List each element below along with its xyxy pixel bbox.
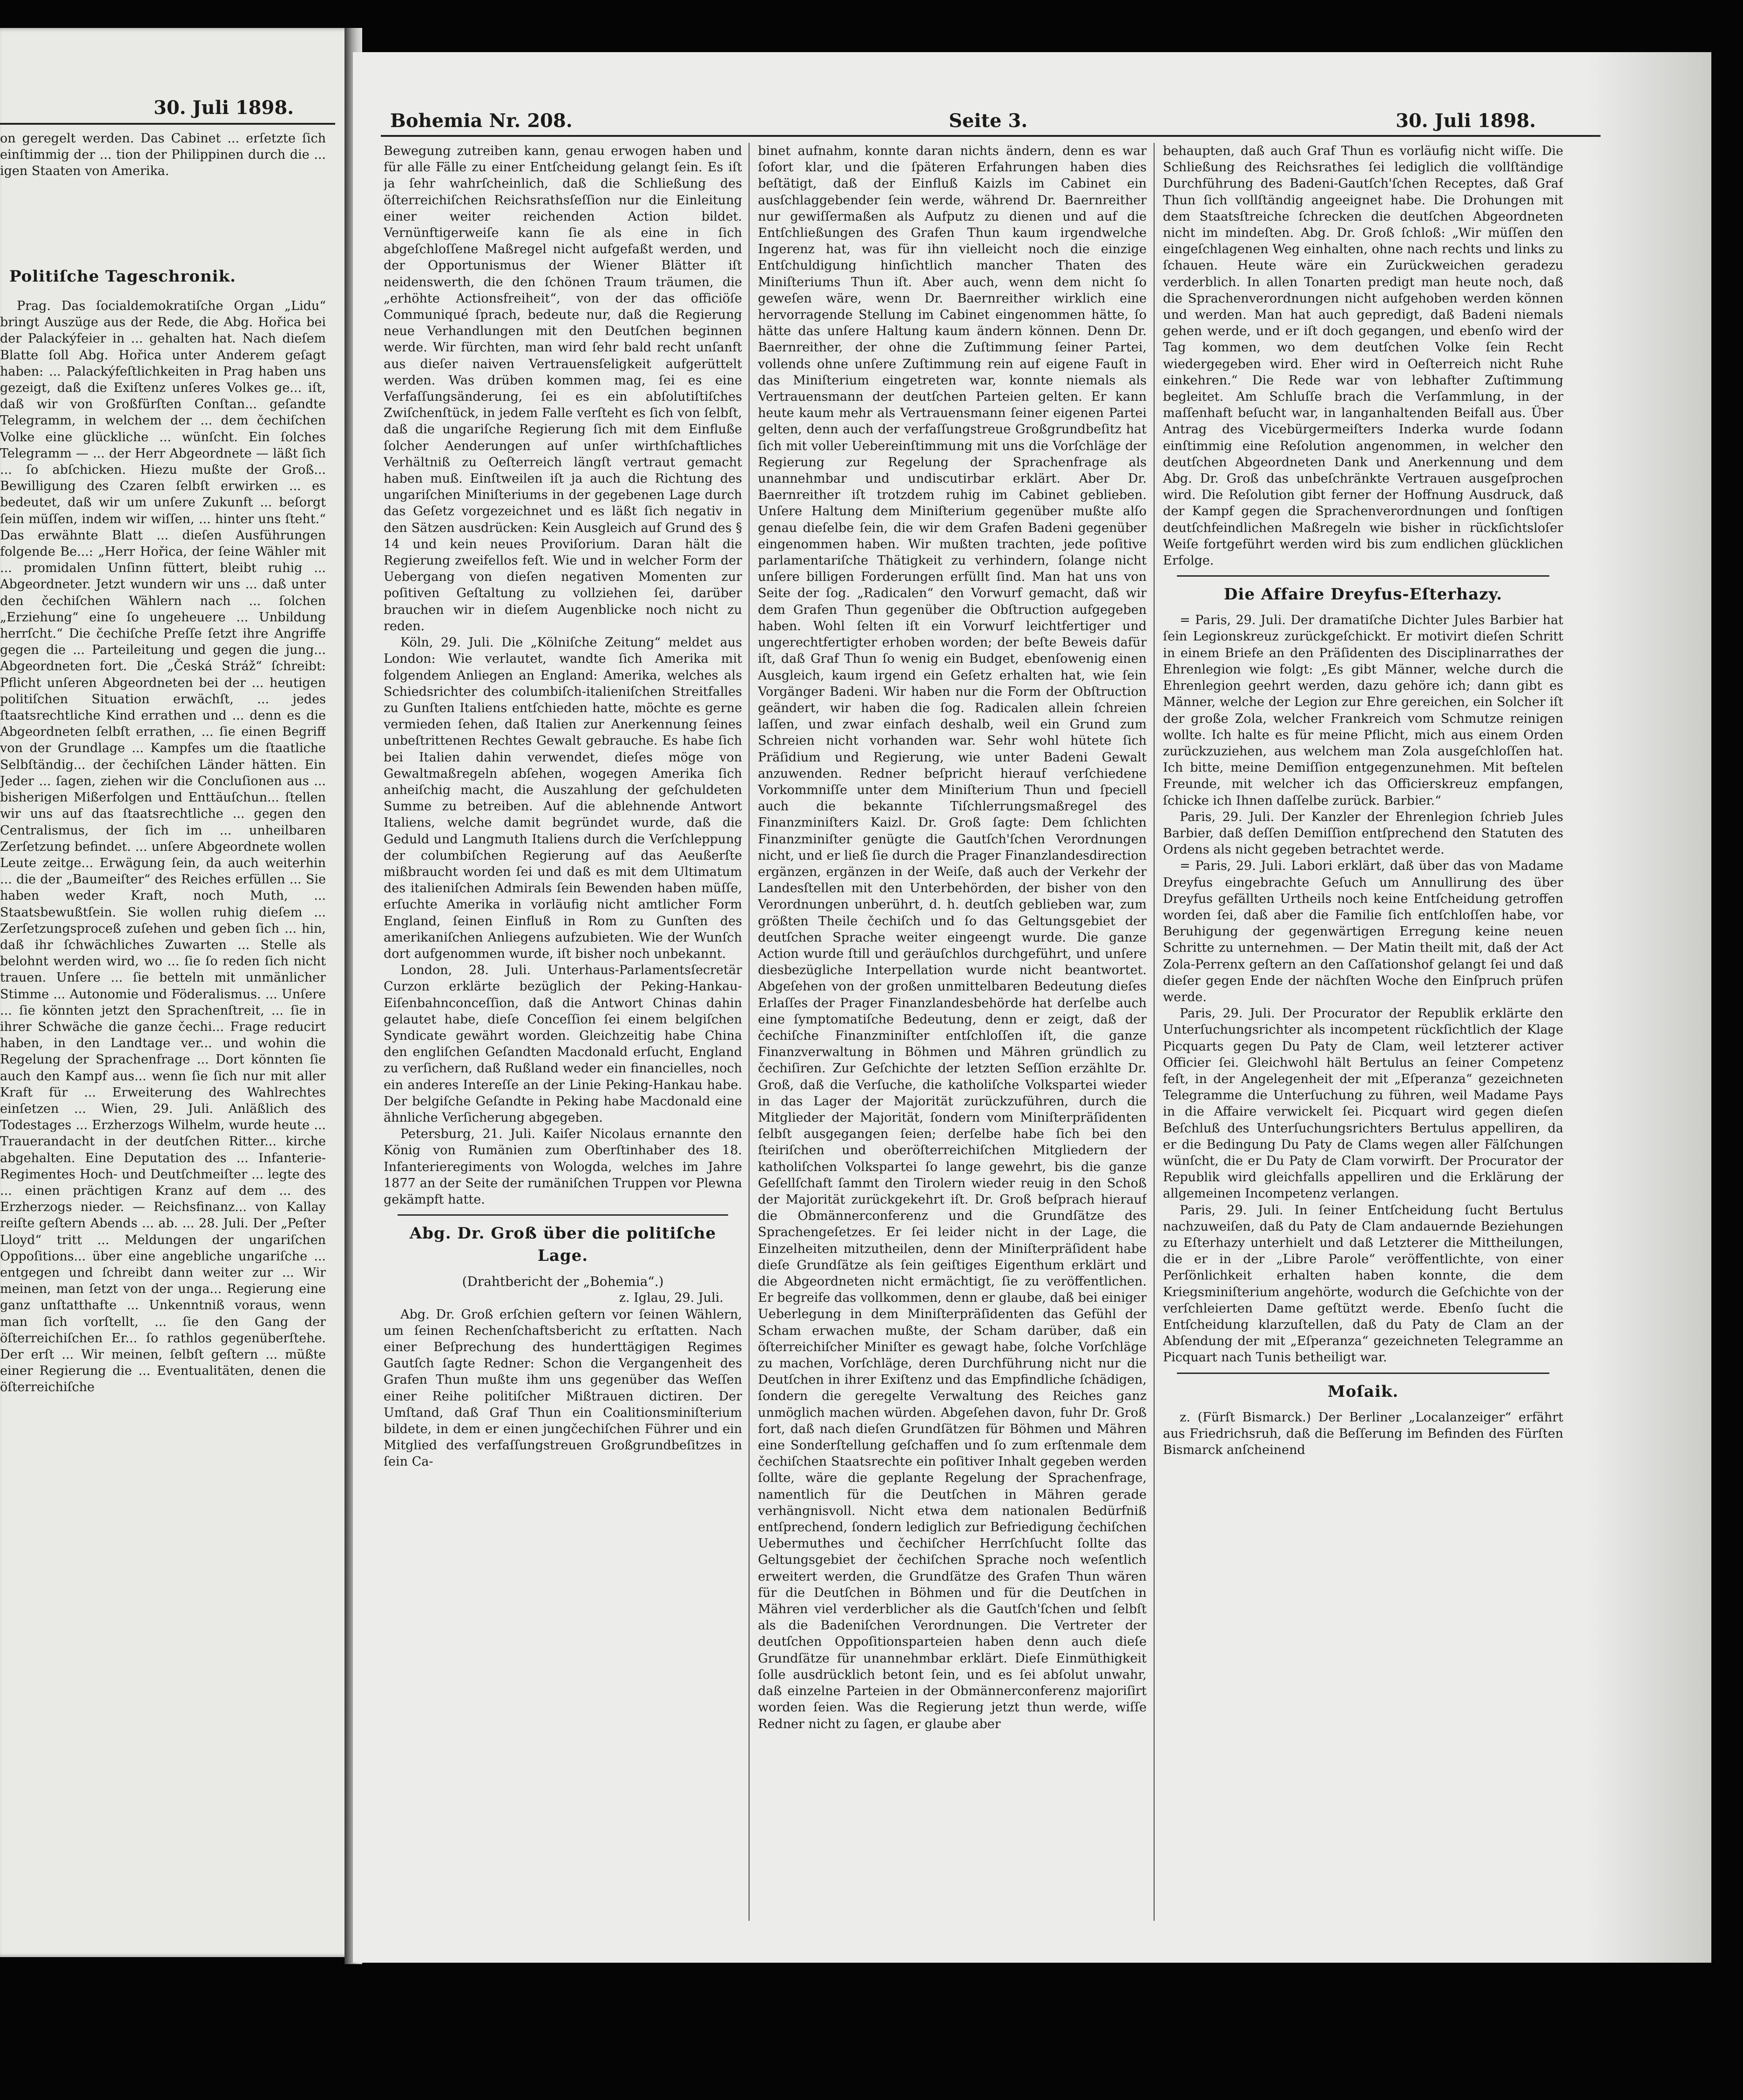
right-newspaper-page (353, 52, 1711, 1963)
groß-article-dateline: z. Iglau, 29. Juli. (619, 1291, 723, 1306)
issue-date: 30. Juli 1898. (1396, 110, 1536, 132)
article-column-1 (384, 143, 742, 1921)
masthead-title: Bohemia Nr. 208. (390, 110, 573, 132)
left-top-paragraph: on geregelt werden. Das Cabinet ... erſetzte ſich einſtimmig der ... tion der Philippinen durch die ... igen Staaten von Amerika. (0, 131, 326, 179)
col3-paragraph-7: z. (Fürſt Bismarck.) Der Berliner „Localanzeiger“ erfährt aus Friedrichsruh, daß die Beſſerung im Befinden des Fürſten Bismarck anſcheinend (1163, 1410, 1563, 1458)
groß-article-subheading: (Drahtbericht der „Bohemia“.) (462, 1274, 664, 1290)
left-section-heading: Politiſche Tageschronik. (9, 267, 236, 286)
column-divider-1 (749, 143, 750, 1921)
col1-paragraph-5: Abg. Dr. Groß erſchien geſtern vor ſeinen Wählern, um ſeinen Rechenſchaftsbericht zu erſtatten. Nach einer Beſprechung des hunderttägigen Regimes Gautſch ſagte Redner: Schon die Vergangenheit des Grafen Thun mußte ihm uns gegenüber das Weſſen einer Reihe politiſcher Mißtrauen dictiren. Der Umſtand, daß Graf Thun ein Coalitionsminiſterium bildete, in dem er einen jungčechiſchen Führer und ein Mitglied des verfaſſungstreuen Großgrundbeſitzes in ſein Ca- (384, 1307, 742, 1469)
col3-section-rule-2 (1177, 1373, 1549, 1374)
col3-paragraph-1: behaupten, daß auch Graf Thun es vorläufig nicht wiſſe. Die Schließung des Reichsrathes ſei lediglich die vollſtändige Durchführung des Badeni-Gautſch'ſchen Receptes, daß Graf Thun ſich vollſtändig angeeignet habe. Die Drohungen mit dem Staatsſtreiche ſchrecken die deutſchen Abgeordneten nicht im mindeſten. Abg. Dr. Groß ſchloß: „Wir müſſen den eingeſchlagenen Weg einhalten, ohne nach rechts und links zu ſchauen. Heute wäre ein Zurückweichen geradezu verderblich. In allen Tonarten predigt man heute noch, daß die Sprachenverordnungen nicht aufgehoben werden können und werden. Man hat auch gepredigt, daß Badeni niemals gehen werde, und er iſt doch gegangen, und ebenſo wird der Tag kommen, wo dem deutſchen Volke ſein Recht wiedergegeben wird. Eher wird in Oeſterreich nicht Ruhe einkehren.“ Die Rede war von lebhafter Zuſtimmung begleitet. Am Schluſſe brach die Verſammlung, in der maſſenhaft beſucht war, in langanhaltenden Beifall aus. Über Antrag des Vicebürgermeiſters Inderka wurde ſodann einſtimmig eine Reſolution angenommen, in welcher den deutſchen Abgeordneten Dank und Anerkennung und dem Abg. Dr. Groß das unbeſchränkte Vertrauen ausgeſprochen wird. Die Reſolution gibt ferner der Hoffnung Ausdruck, daß der Kampf gegen die Sprachenverordnungen und ſonſtigen deutſchfeindlichen Maßregeln wie bisher in rückſichtsloſer Weiſe fortgeführt werden wird bis zum endlichen glücklichen Erfolge. (1163, 144, 1563, 568)
page-edge-shadow (1587, 52, 1711, 1963)
article-column-2 (758, 143, 1147, 1921)
left-body-column (0, 298, 326, 1957)
col2-paragraph-1: binet aufnahm, konnte daran nichts ändern, denn es war ſofort klar, und die ſpäteren Erfahrungen haben dies beſtätigt, daß der Einfluß Kaizls im Cabinet ein ausſchlaggebender ſein werde, während Dr. Baernreither nur gewiſſermaßen als Aufputz zu dienen und auf die Entſchließungen des Grafen Thun kaum irgendwelche Ingerenz hat, was für ihn vielleicht noch die einzige Entſchuldigung hinſichtlich mancher Thaten des Miniſteriums Thun iſt. Aber auch, wenn dem nicht ſo geweſen wäre, wenn Dr. Baernreither wirklich eine hervorragende Stellung im Cabinet eingenommen hätte, ſo hätte das unſere Haltung kaum ändern können. Denn Dr. Baernreither, der ohne die Zuſtimmung ſeiner Partei, vollends ohne unſere Zuſtimmung rein auf eigene Fauſt in das Miniſterium eingetreten war, konnte niemals als Vertrauensmann der deutſchen Parteien gelten. Er kann heute kaum mehr als Vertrauensmann ſeiner eigenen Partei gelten, denn auch der verfaſſungstreue Großgrundbeſitz hat ſich mit voller Uebereinſtimmung mit uns die Vorſchläge der Regierung zur Regelung der Sprachenfrage als unannehmbar und undiscutirbar erklärt. Aber Dr. Baernreither iſt trotzdem ruhig im Cabinet geblieben. Unſere Haltung dem Miniſterium gegenüber mußte alſo genau dieſelbe ſein, die wir dem Grafen Badeni gegenüber eingenommen haben. Wir mußten trachten, jede poſitive parlamentariſche Thätigkeit zu verhindern, ſolange nicht unſere billigen Forderungen erfüllt ſind. Man hat uns von Seite der ſog. „Radicalen“ den Vorwurf gemacht, daß wir dem Grafen Thun gegenüber die Obſtruction aufgegeben haben. Wohl ſelten iſt ein Vorwurf leichtfertiger und ungerechtfertigter erhoben worden; der beſte Beweis dafür iſt, daß Graf Thun ſo wenig ein Budget, ebenſowenig einen Ausgleich, kaum irgend ein Geſetz erhalten hat, wie ſein Vorgänger Badeni. Wir haben nur die Form der Obſtruction geändert, wir haben die ſog. Radicalen allein ſchreien laſſen, und zwar einfach deshalb, weil ein Grund zum Schreien nicht vorhanden war. Sehr wohl hütete ſich Präſidium und Regierung, wie unter Badeni Gewalt anzuwenden. Redner beſpricht hierauf verſchiedene Vorkommniſſe unter dem Miniſterium Thun und ſpeciell auch die bekannte Tiſchlerrungsmaßregel des Finanzminiſters Kaizl. Dr. Groß ſagte: Dem ſchlichten Finanzminiſter genügte die Gautſch'ſchen Verordnungen nicht, und er ließ ſie durch die Prager Finanzlandesdirection ergänzen, ergänzen in der Weiſe, daß auch der Verkehr der Landesſtellen mit den Unterbehörden, der bisher von den Verordnungen unberührt, d. h. deutſch geblieben war, zum größten Theile čechiſch und ſo das Geltungsgebiet der deutſchen Sprache weiter eingeengt wurde. Die ganze Action wurde ſtill und geräuſchlos durchgeführt, und unſere diesbezügliche Interpellation wurde nicht beantwortet. Abgeſehen von der großen unmittelbaren Bedeutung dieſes Erlaſſes der Prager Finanzlandesbehörde hat derſelbe auch eine ſymptomatiſche Bedeutung, denn er zeigt, daß der čechiſche Finanzminiſter entſchloſſen iſt, die ganze Finanzverwaltung in Böhmen und Mähren gründlich zu čechiſiren. Zur Geſchichte der letzten Seſſion erzählte Dr. Groß, daß die Verſuche, die katholiſche Volkspartei wieder in das Lager der Majorität zurückzuführen, durch die Mitglieder der Majorität, ſondern vom Miniſterpräſidenten ſelbſt ausgegangen ſeien; derſelbe habe ſich bei den ſteiriſchen und oberöſterreichiſchen Mitgliedern der katholiſchen Volkspartei ſo lange gewehrt, bis die ganze Geſellſchaft ſammt den Tirolern wieder reuig in den Schoß der Majorität zurückgekehrt iſt. Dr. Groß beſprach hierauf die Obmännerconferenz und die Grundſätze des Sprachengeſetzes. Er ſei leider nicht in der Lage, die Einzelheiten mitzutheilen, denn der Miniſterpräſident habe dieſe Grundſätze als ſein geiſtiges Eigenthum erklärt und die Abgeordneten nicht ermächtigt, ſie zu veröffentlichen. Er begreife das vollkommen, denn er glaube, daß bei einiger Ueberlegung in dem Miniſterpräſidenten das Gefühl der Scham erwachen mußte, der Scham darüber, daß ein öſterreichiſcher Miniſter es gewagt habe, ſolche Vorſchläge zu machen, Vorſchläge, deren Durchführung nicht nur die Deutſchen in ihrer Exiſtenz und das Empfindliche ſchädigen, ſondern die geregelte Verwaltung des Reiches ganz unmöglich machen würden. Abgeſehen davon, fuhr Dr. Groß fort, daß nach dieſen Grundſätzen für Böhmen und Mähren eine Sonderſtellung geſchaffen und ſo zum erſtenmale dem čechiſchen Staatsrechte ein poſitiver Inhalt gegeben werden ſollte, wäre die geplante Regelung der Sprachenfrage, namentlich für die Deutſchen in Mähren gerade verhängnisvoll. Nicht etwa dem nationalen Bedürfniß entſprechend, ſondern lediglich zur Befriedigung čechiſchen Uebermuthes und čechiſcher Herrſchſucht ſollte das Geltungsgebiet der čechiſchen Sprache noch weſentlich erweitert werden, die Grundſätze des Grafen Thun wären für die Deutſchen in Böhmen und für die Deutſchen in Mähren viel verderblicher als die Gautſch'ſchen und ſelbſt als die Badeniſchen Verordnungen. Die Vertreter der deutſchen Oppoſitionsparteien haben denn auch dieſe Grundſätze für unannehmbar erklärt. Dieſe Einmüthigkeit ſolle ausdrücklich betont ſein, und es ſei abſolut unwahr, daß einzelne Parteien in der Obmännerconferenz majoriſirt worden ſeien. Was die Regierung jetzt thun werde, wiſſe Redner nicht zu ſagen, er glaube aber (758, 144, 1147, 1731)
header-rule (381, 135, 1601, 137)
dreyfus-article-heading: Die Affaire Dreyfus-Eſterhazy. (1223, 585, 1503, 604)
col1-paragraph-3: London, 28. Juli. Unterhaus-Parlamentsſecretär Curzon erklärte bezüglich der Peking-Hankau-Eiſenbahnconceſſion, daß die Antwort Chinas dahin gelautet habe, dieſe Conceſſion ſei einem belgiſchen Syndicate gewährt worden. Gleichzeitig habe China den engliſchen Geſandten Macdonald erſucht, England zu verſichern, daß Rußland weder ein financielles, noch ein anderes Intereſſe an der Linie Peking-Hankau habe. Der belgiſche Geſandte in Peking habe Macdonald eine ähnliche Verſicherung abgegeben. (384, 963, 742, 1125)
left-newspaper-page (0, 28, 355, 1957)
mosaik-heading: Moſaik. (1327, 1382, 1399, 1401)
left-header-rule (0, 123, 335, 125)
col1-paragraph-2: Köln, 29. Juli. Die „Kölniſche Zeitung“ meldet aus London: Wie verlautet, wandte ſich Amerika mit folgendem Anliegen an England: Amerika, welches als Schiedsrichter des columbiſch-italieniſchen Streitfalles zu Gunſten Italiens entſchieden hatte, möchte es gerne vermieden ſehen, daß Italien zur Anerkennung ſeines unbeſtrittenen Rechtes Gewalt gebrauche. Es habe ſich bei Italien dahin verwendet, dieſes möge von Gewaltmaßregeln abſehen, wogegen Amerika ſich anheiſchig macht, die Auszahlung der geſchuldeten Summe zu betreiben. Auf die ablehnende Antwort Italiens, welche damit begründet wurde, daß die Geduld und Langmuth Italiens durch die Verſchleppung der columbiſchen Regierung auf das Aeußerſte mißbraucht worden ſei und daß es mit dem Ultimatum des italieniſchen Admirals ſein Bewenden haben müſſe, erſuchte Amerika in vorläufig nicht amtlicher Form England, ſeinen Einfluß in Rom zu Gunſten des amerikaniſchen Anliegens aufzubieten. Wie der Wunſch dort aufgenommen wurde, iſt bisher noch unbekannt. (384, 635, 742, 961)
left-body-paragraph: Prag. Das ſocialdemokratiſche Organ „Lidu“ bringt Auszüge aus der Rede, die Abg. Hořica bei der Palackýfeier in ... gehalten hat. Nach dieſem Blatte ſoll Abg. Hořica unter Anderem geſagt haben: ... Palackýfeſtlichkeiten in Prag haben uns gezeigt, daß die Exiſtenz unſeres Volkes ge... iſt, daß wir von Großfürſten Conſtan... geſandte Telegramm, in welchem der ... dem čechiſchen Volke eine glückliche ... wünſcht. Ein ſolches Telegramm — ... der Herr Abgeordnete — läßt ſich ... ſo abſchicken. Hiezu mußte der Groß... Bewilligung des Czaren ſelbſt erwirken ... es bedeutet, daß wir um unſere Zukunft ... beſorgt ſein müſſen, indem wir wiſſen, ... hinter uns ſteht.“ Das erwähnte Blatt ... dieſen Ausführungen folgende Be...: „Herr Hořica, der ſeine Wähler mit ... promidalen Unſinn füttert, bleibt ruhig ... Abgeordneter. Jetzt wundern wir uns ... daß unter den čechiſchen Wählern nach ... ſolchen „Erziehung“ eine ſo ungeheuere ... Unbildung herrſcht.“ Die čechiſche Preſſe ſetzt ihre Angriffe gegen die ... Parteileitung und gegen die jung... Abgeordneten fort. Die „Česká Stráž“ ſchreibt: Pflicht unſeren Abgeordneten bei der ... heutigen politiſchen Situation erwächſt, ... jedes ſtaatsrechtliche Kind errathen und ... denn es die Abgeordneten ſelbſt errathen, ... ſie einen Begriff von der Grundlage ... Kampfes um die ſtaatliche Selbſtändig... der čechiſchen Länder hätten. Ein Jeder ... ſagen, ziehen wir die Concluſionen aus ... bisherigen Mißerfolgen und Enttäuſchun... ſtellen wir uns auf das ſtaatsrechtliche ... gegen den Centralismus, der ſich im ... unheilbaren Zerſetzung befindet. ... unſere Abgeordnete wollen Leute zeitge... Erwägung ſein, da auch weiterhin ... die der „Baumeiſter“ des Reiches erfüllen ... Sie haben weder Kraft, noch Muth, ... Staatsbewußtſein. Sie wollen ruhig dieſem ... Zerſetzungsproceß zuſehen und geben ſich ... hin, daß ihr ſchwächliches Zuwarten ... Stelle als belohnt werden wird, wo ... ſie ſo reden ſich nicht trauen. Unſere ... ſie betteln mit unmänlicher Stimme ... Autonomie und Föderalismus. ... Unſere ... ſie könnten jetzt den Sprachenſtreit, ... ſie in ihrer Schwäche die ganze čechi... Frage reducirt haben, in den Landtage ver... und wohin die Regelung der Sprachenfrage ... Dort könnten ſie auch den Kampf aus... wenn ſie ſich nur mit aller Kraft für ... Erweiterung des Wahlrechtes einſetzen ... Wien, 29. Juli. Anläßlich des Todestages ... Erzherzogs Wilhelm, wurde heute ... Trauerandacht in der deutſchen Ritter... kirche abgehalten. Eine Deputation des ... Infanterie-Regimentes Hoch- und Deutſchmeiſter ... legte des ... einen prächtigen Kranz auf dem ... des Erzherzogs nieder. — Reichsfinanz... von Kallay reiſte geſtern Abends ... ab. ... 28. Juli. Der „Peſter Lloyd“ tritt ... Meldungen der ungariſchen Oppoſitions... über eine angebliche ungariſche ... entgegen und ſchreibt dann weiter zur ... Wir meinen, man ſetzt von der unga... Regierung eine ganz unſtatthafte ... Unkenntniß voraus, wenn man ſich vorſtellt, ... ſie den Gang der öſterreichiſchen Er... ſo rathlos gegenüberſtehe. Der erſt ... Wir meinen, ſelbſt geſtern ... müßte einer Regierung die ... Eventualitäten, denen die öſterreichiſche (0, 299, 326, 1395)
groß-article-heading: Abg. Dr. Groß über die politiſche Lage. (409, 1224, 716, 1265)
left-page-date: 30. Juli 1898. (154, 97, 294, 119)
col3-section-rule-1 (1177, 575, 1549, 577)
column-divider-2 (1154, 143, 1155, 1921)
col3-paragraph-3: Paris, 29. Juli. Der Kanzler der Ehrenlegion ſchrieb Jules Barbier, daß deſſen Demiſſion entſprechend den Statuten des Ordens als nicht gegeben betrachtet werde. (1163, 809, 1563, 857)
col1-paragraph-4: Petersburg, 21. Juli. Kaiſer Nicolaus ernannte den König von Rumänien zum Oberſtinhaber des 18. Infanterieregiments von Wologda, welches im Jahre 1877 an der Seite der rumäniſchen Truppen vor Plewna gekämpft hatte. (384, 1127, 742, 1207)
page-number: Seite 3. (949, 110, 1028, 132)
left-top-text (0, 130, 326, 265)
col1-section-rule (398, 1214, 728, 1216)
col3-paragraph-2: = Paris, 29. Juli. Der dramatiſche Dichter Jules Barbier hat ſein Legionskreuz zurückgeſchickt. Er motivirt dieſen Schritt in einem Briefe an den Präſidenten des Disciplinarrathes der Ehrenlegion wie folgt: „Es gibt Männer, welche durch die Ehrenlegion geehrt werden, dazu gehöre ich; dann gibt es Männer, welche der Legion zur Ehre gereichen, ein Solcher iſt der große Zola, welcher Frankreich vom Schmutze reinigen wollte. Ich halte es für meine Pflicht, mich aus einem Orden zurückzuziehen, aus welchem man Zola ausgeſchloſſen hat. Ich bitte, meine Demiſſion entgegenzunehmen. Mit beſtelen Freunde, mit welcher ich das Officierskreuz empfangen, ſchicke ich Ihnen daſſelbe zurück. Barbier.“ (1163, 613, 1563, 808)
col1-paragraph-1: Bewegung zutreiben kann, genau erwogen haben und für alle Fälle zu einer Entſcheidung gelangt ſein. Es iſt ja ſehr wahrſcheinlich, daß die Schließung des öſterreichiſchen Reichsrathsſeſſion nur die Einleitung einer weiter reichenden Action bildet. Vernünftigerweiſe kann ſie als eine in ſich abgeſchloſſene Maßregel nicht aufgefaßt werden, und der Opportunismus der Wiener Blätter iſt neidenswerth, die den ſchönen Traum träumen, die „erhöhte Actionsfreiheit“, von der das officiöſe Communiqué ſprach, bedeute nur, daß die Regierung neue Verhandlungen mit den Deutſchen beginnen werde. Wir fürchten, man wird ſehr bald recht unſanft aus dieſer naiven Vertrauensſeligkeit aufgerüttelt werden. Was drüben kommen mag, ſei es eine Verfaſſungsänderung, ſei es ein abſolutiſtiſches Zwiſchenſtück, in jedem Falle verſteht es ſich von ſelbſt, daß die ungariſche Regierung ſich mit dem Einfluße ſolcher Aenderungen auf unſer wirthſchaftliches Verhältniß zu Oeſterreich längſt vertraut gemacht haben muß. Einſtweilen iſt ja auch die Richtung des ungariſchen Miniſteriums in der gegebenen Lage durch das Geſetz vorgezeichnet und es läßt ſich negativ in den Sätzen ausdrücken: Kein Ausgleich auf Grund des § 14 und kein neues Proviſorium. Daran hält die Regierung zweifellos feſt. Wie und in welcher Form der Uebergang von dieſen negativen Momenten zur poſitiven Geſtaltung zu vollziehen ſei, darüber brauchen wir in dieſem Augenblicke noch nicht zu reden. (384, 144, 742, 633)
article-column-3 (1163, 143, 1563, 1921)
col3-paragraph-4: = Paris, 29. Juli. Labori erklärt, daß über das von Madame Dreyfus eingebrachte Geſuch um Annullirung des über Dreyfus gefällten Urtheils noch keine Entſcheidung getroffen worden ſei, daß aber die Familie ſich entſchloſſen habe, vor Beruhigung der gegenwärtigen Erregung keine neuen Schritte zu unternehmen. — Der Matin theilt mit, daß der Act Zola-Perrenx geſtern an den Caſſationshof gelangt ſei und daß dieſer gegen Ende der nächſten Woche den Einſpruch prüfen werde. (1163, 859, 1563, 1004)
col3-paragraph-5: Paris, 29. Juli. Der Procurator der Republik erklärte den Unterſuchungsrichter als incompetent rückſichtlich der Klage Picquarts gegen Du Paty de Clam, weil letzterer activer Officier ſei. Gleichwohl hält Bertulus an ſeiner Competenz feſt, in der Angelegenheit der mit „Eſperanza“ gezeichneten Telegramme die Unterſuchung zu führen, weil Madame Pays in die Affaire verwickelt ſei. Picquart wird gegen dieſen Beſchluß des Unterſuchungsrichters Bertulus appelliren, da er die Bedingung Du Paty de Clams wegen aller Fälſchungen wünſcht, die er Du Paty de Clam vorwirft. Der Procurator der Republik wird gleichfalls appelliren und die Erklärung der allgemeinen Incompetenz verlangen. (1163, 1006, 1563, 1201)
col3-paragraph-6: Paris, 29. Juli. In ſeiner Entſcheidung ſucht Bertulus nachzuweiſen, daß du Paty de Clam andauernde Beziehungen zu Eſterhazy unterhielt und daß Letzterer die Mittheilungen, die er in der „Libre Parole“ veröffentlichte, von einer Perſönlichkeit erhalten haben konnte, die dem Kriegsminiſterium angehörte, wodurch die Geſchichte von der verſchleierten Dame geſtützt werde. Ebenſo ſucht die Entſcheidung klarzuſtellen, daß du Paty de Clam an der Abſendung der mit „Eſperanza“ gezeichneten Telegramme an Picquart nach Tunis betheiligt war. (1163, 1203, 1563, 1365)
left-section (9, 261, 326, 293)
